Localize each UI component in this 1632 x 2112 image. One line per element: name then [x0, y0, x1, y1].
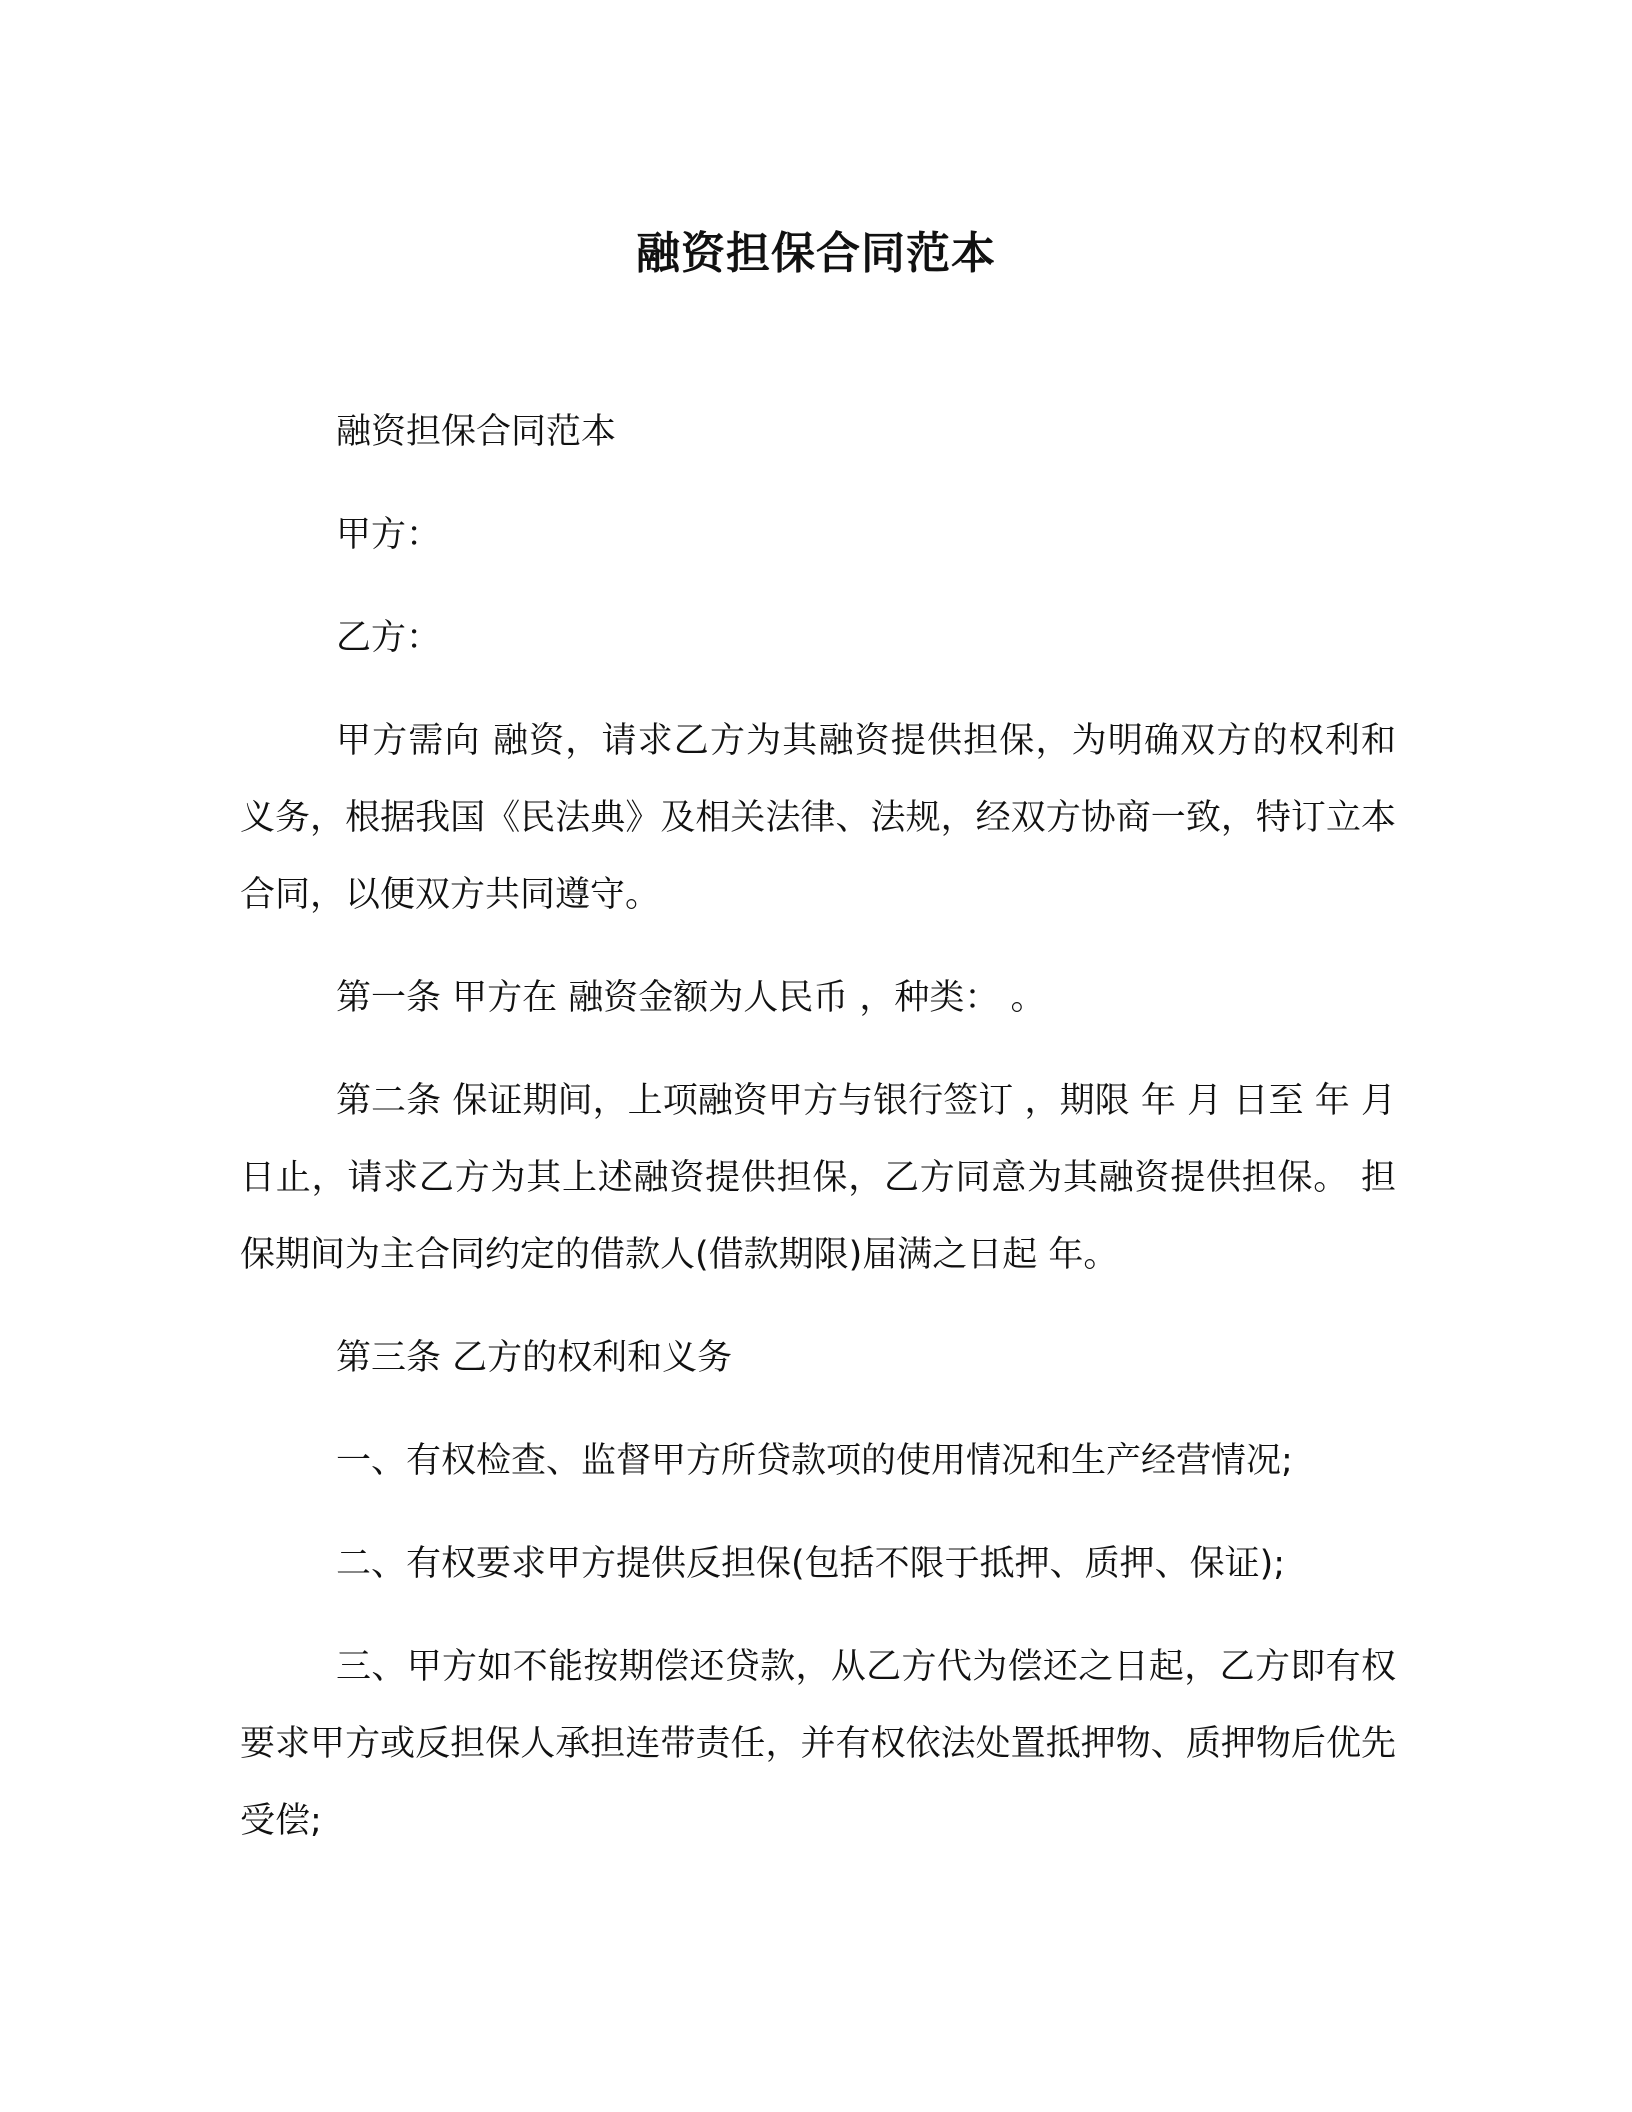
paragraph-article-3-heading: 第三条 乙方的权利和义务	[336, 1338, 733, 1378]
paragraph-party-a: 甲方：	[336, 515, 442, 555]
document-body	[240, 394, 1396, 1886]
paragraph-article-3-item-2: 二、有权要求甲方提供反担保(包括不限于抵押、质押、保证);	[336, 1544, 1286, 1584]
paragraph-subtitle: 融资担保合同范本	[336, 412, 617, 452]
paragraph-article-3-item-3: 三、甲方如不能按期偿还贷款，从乙方代为偿还之日起，乙方即有权要求甲方或反担保人承担连带责任，并有权依法处置抵押物、质押物后优先受偿;	[240, 1647, 1396, 1841]
paragraph-article-3-item-1: 一、有权检查、监督甲方所贷款项的使用情况和生产经营情况;	[336, 1441, 1293, 1481]
paragraph-article-2: 第二条 保证期间，上项融资甲方与银行签订 ，期限 年 月 日至 年 月 日止，请求乙方为其上述融资提供担保，乙方同意为其融资提供担保。 担保期间为主合同约定的借款人(借款期限)届满之日起 年。	[240, 1081, 1396, 1275]
paragraph-article-1: 第一条 甲方在 融资金额为人民币 ，种类： 。	[336, 978, 1046, 1018]
paragraph-party-b: 乙方：	[336, 618, 442, 658]
paragraph-preamble: 甲方需向 融资，请求乙方为其融资提供担保，为明确双方的权利和义务，根据我国《民法典》及相关法律、法规，经双方协商一致，特订立本合同，以便双方共同遵守。	[240, 721, 1396, 915]
document-title: 融资担保合同范本	[636, 228, 996, 279]
